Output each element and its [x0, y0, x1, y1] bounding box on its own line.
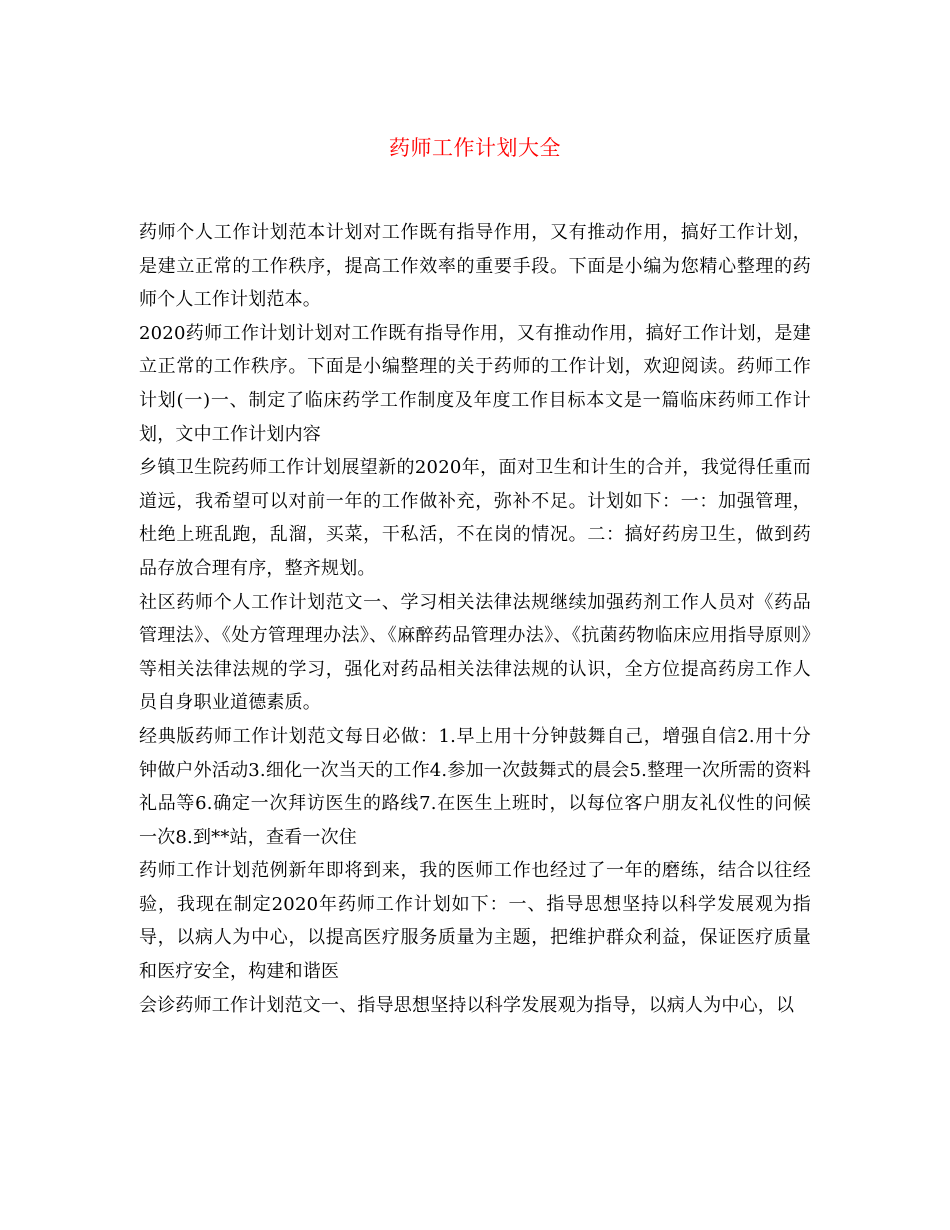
paragraph-6: 药师工作计划范例新年即将到来，我的医师工作也经过了一年的磨练，结合以往经验，我现在制定2020年药师工作计划如下：一、指导思想坚持以科学发展观为指导，以病人为中心，以提高医疗服务质量为主题，把维护群众利益，保证医疗质量和医疗安全，构建和谐医 — [139, 860, 811, 983]
paragraph-1: 药师个人工作计划范本计划对工作既有指导作用，又有推动作用，搞好工作计划，是建立正常的工作秩序，提高工作效率的重要手段。下面是小编为您精心整理的药师个人工作计划范本。 — [139, 222, 811, 311]
document-title: 药师工作计划大全 — [389, 136, 561, 160]
document-body — [139, 216, 811, 1022]
paragraph-5: 经典版药师工作计划范文每日必做：1.早上用十分钟鼓舞自己，增强自信2.用十分钟做户外活动3.细化一次当天的工作4.参加一次鼓舞式的晨会5.整理一次所需的资料礼品等6.确定一次拜访医生的路线7.在医生上班时，以每位客户朋友礼仪性的问候一次8.到**站，查看一次住 — [139, 725, 811, 848]
paragraph-2: 2020药师工作计划计划对工作既有指导作用，又有推动作用，搞好工作计划，是建立正常的工作秩序。下面是小编整理的关于药师的工作计划，欢迎阅读。药师工作计划(一)一、制定了临床药学工作制度及年度工作目标本文是一篇临床药师工作计划，文中工作计划内容 — [139, 322, 811, 445]
paragraph-7: 会诊药师工作计划范文一、指导思想坚持以科学发展观为指导，以病人为中心，以 — [139, 994, 795, 1016]
paragraph-4: 社区药师个人工作计划范文一、学习相关法律法规继续加强药剂工作人员对《药品管理法》、《处方管理理办法》、《麻醉药品管理办法》、《抗菌药物临床应用指导原则》等相关法律法规的学习，强化对药品相关法律法规的认识，全方位提高药房工作人员自身职业道德素质。 — [139, 591, 811, 714]
paragraph-3: 乡镇卫生院药师工作计划展望新的2020年，面对卫生和计生的合并，我觉得任重而道远，我希望可以对前一年的工作做补充，弥补不足。计划如下：一：加强管理，杜绝上班乱跑，乱溜，买菜，干私活，不在岗的情况。二：搞好药房卫生，做到药品存放合理有序，整齐规划。 — [139, 457, 811, 579]
